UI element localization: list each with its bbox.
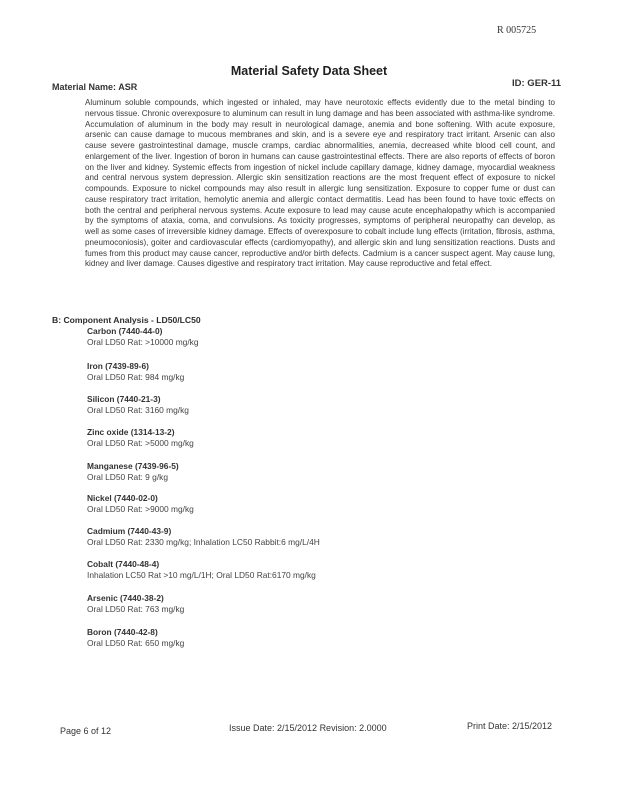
component-toxicity-value: Oral LD50 Rat: 763 mg/kg xyxy=(87,604,185,614)
component-entry xyxy=(87,427,447,449)
section-b-heading: B: Component Analysis - LD50/LC50 xyxy=(52,315,201,325)
component-toxicity-value: Oral LD50 Rat: 984 mg/kg xyxy=(87,372,185,382)
footer-page-number: Page 6 of 12 xyxy=(60,726,112,736)
document-title: Material Safety Data Sheet xyxy=(230,64,388,78)
component-name: Manganese (7439-96-5) xyxy=(87,461,179,471)
component-entry xyxy=(87,526,447,548)
component-name: Zinc oxide (1314-13-2) xyxy=(87,427,175,437)
material-name: Material Name: ASR xyxy=(52,82,138,92)
component-toxicity-value: Oral LD50 Rat: >9000 mg/kg xyxy=(87,504,194,514)
component-entry xyxy=(87,461,447,483)
component-name: Cadmium (7440-43-9) xyxy=(87,526,172,536)
footer-print-date: Print Date: 2/15/2012 xyxy=(467,721,553,731)
component-entry xyxy=(87,559,447,581)
component-entry xyxy=(87,493,447,515)
component-entry xyxy=(87,593,447,615)
component-name: Nickel (7440-02-0) xyxy=(87,493,158,503)
document-reference-number: R 005725 xyxy=(497,25,537,36)
component-toxicity-value: Oral LD50 Rat: 9 g/kg xyxy=(87,472,168,482)
component-toxicity-value: Inhalation LC50 Rat >10 mg/L/1H; Oral LD50 Rat:6170 mg/kg xyxy=(87,570,316,580)
component-toxicity-value: Oral LD50 Rat: >10000 mg/kg xyxy=(87,337,199,347)
component-name: Boron (7440-42-8) xyxy=(87,627,158,637)
component-toxicity-value: Oral LD50 Rat: >5000 mg/kg xyxy=(87,438,194,448)
material-id: ID: GER-11 xyxy=(512,78,562,89)
component-name: Iron (7439-89-6) xyxy=(87,361,149,371)
toxicological-effects-paragraph: Aluminum soluble compounds, which ingested or inhaled, may have neurotoxic effects evidently due to the metal binding to nervous tissue. Chronic overexposure to aluminum can result in lung damage and has been associated with asthma-like syndrome. Accumulation of aluminum in the body may result in neurological damage, anemia and bone softening. With acute exposure, arsenic can cause damage to mucous membranes and skin, and is a severe eye and respiratory tract irritant. Arsenic can also cause severe gastrointestinal damage, muscle cramps, cardiac abnormalities, anemia, decreased white blood cell count, and enlargement of the liver. Ingestion of boron in humans can cause gastrointestinal effects. There are also reports of effects of boron on the liver and kidney. Systemic effects from ingestion of nickel include capillary damage, kidney damage, myocardial weakness and central nervous system depression. Allergic skin sensitization reactions are the most frequent effect of exposure to nickel compounds. Exposure to nickel compounds may also result in allergic lung sensitization. Exposure to copper fume or dust can cause respiratory tract irritation, hemolytic anemia and allergic contact dermatitis. Lead has been found to have toxic effects on both the central and peripheral nervous systems. Acute exposure to lead may cause acute encephalopathy which is accompanied by the symptoms of ataxia, coma, and convulsions. As toxicity progresses, symptoms of peripheral neuropathy can develop, as well as some cases of irreversible kidney damage. Effects of overexposure to cobalt include lung effects (irritation, fibrosis, asthma, pneumoconiosis), goiter and cardiovascular effects (cardiomyopathy), and allergic skin and lung sensitization reactions. Dusts and fumes from this product may cause cancer, reproductive and/or birth defects. Cadmium is a cancer suspect agent. May cause lung, kidney and liver damage. Causes digestive and respiratory tract irritation. May cause reproductive and fetal effect. xyxy=(85,98,555,269)
component-toxicity-value: Oral LD50 Rat: 2330 mg/kg; Inhalation LC50 Rabbit:6 mg/L/4H xyxy=(87,537,320,547)
component-toxicity-value: Oral LD50 Rat: 3160 mg/kg xyxy=(87,405,189,415)
component-name: Carbon (7440-44-0) xyxy=(87,326,163,336)
component-entry xyxy=(87,361,447,383)
component-entry xyxy=(87,326,447,348)
component-name: Cobalt (7440-48-4) xyxy=(87,559,160,569)
footer-issue-date: Issue Date: 2/15/2012 Revision: 2.0000 xyxy=(229,723,387,733)
component-name: Silicon (7440-21-3) xyxy=(87,394,161,404)
component-name: Arsenic (7440-38-2) xyxy=(87,593,164,603)
component-toxicity-value: Oral LD50 Rat: 650 mg/kg xyxy=(87,638,185,648)
component-entry xyxy=(87,394,447,416)
component-entry xyxy=(87,627,447,649)
